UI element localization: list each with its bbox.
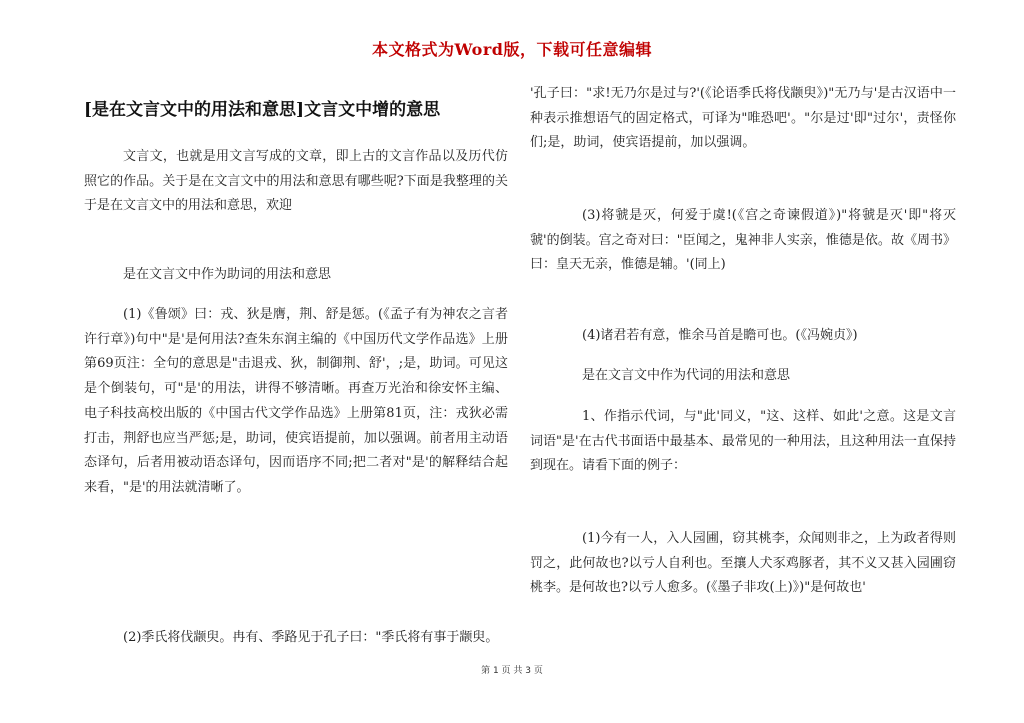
section-heading-particle: 是在文言文中作为助词的用法和意思 bbox=[123, 267, 332, 282]
document-banner: 本文格式为Word版，下载可任意编辑 bbox=[372, 40, 652, 59]
paragraph-intro: 文言文，也就是用文言写成的文章，即上古的文言作品以及历代仿照它的作品。关于是在文言文中的用法和意思有哪些呢?下面是我整理的关于是在文言文中的用法和意思，欢迎 bbox=[84, 149, 508, 214]
paragraph-example-2-continued: '孔子曰："求!无乃尔是过与?'(《论语季氏将伐颛臾》)"无乃与'是古汉语中一种表示推想语气的固定格式，可译为"唯恐吧'。"尔是过'即"过尔'，责怪你们;是，助词，使宾语提前，加以强调。 bbox=[530, 86, 956, 151]
paragraph-example-3: (3)将虢是灭，何爱于虞!(《宫之奇谏假道》)"将虢是灭'即"将灭虢'的倒装。宫之奇对曰："臣闻之，鬼神非人实亲，惟德是依。故《周书》曰：皇天无亲，惟德是辅。'(同上) bbox=[530, 208, 956, 273]
paragraph-example-4: (4)诸君若有意，惟余马首是瞻可也。(《冯婉贞》) bbox=[582, 328, 858, 343]
section-heading-pronoun: 是在文言文中作为代词的用法和意思 bbox=[582, 368, 791, 383]
document-title: [是在文言文中的用法和意思]文言文中增的意思 bbox=[84, 100, 441, 120]
paragraph-example-1: (1)《鲁颂》曰：戎、狄是膺，荆、舒是惩。(《孟子有为神农之言者许行章》)句中"是'是何用法?查朱东润主编的《中国历代文学作品选》上册第69页注：全句的意思是"击退戎、狄，制御荆、舒'，;是，助词。可见这是个倒装句，可"是'的用法，讲得不够清晰。再查万光治和徐安怀主编、电子科技高校出版的《中国古代文学作品选》上册第81页，注：戎狄必需打击，荆舒也应当严惩;是，助词，使宾语提前，加以强调。前者用主动语态译句，后者用被动语态译句，因而语序不同;把二者对"是'的解释结合起来看，"是'的用法就清晰了。 bbox=[84, 307, 508, 495]
paragraph-pronoun-example-1: (1)今有一人，入人园圃，窃其桃李，众闻则非之，上为政者得则罚之，此何故也?以亏人自利也。至攘人犬豕鸡豚者，其不义又甚入园圃窃桃李。是何故也?以亏人愈多。(《墨子非攻(上)》)"是何故也' bbox=[530, 531, 956, 596]
paragraph-example-2: (2)季氏将伐颛臾。冉有、季路见于孔子曰："季氏将有事于颛臾。 bbox=[123, 630, 499, 645]
paragraph-pronoun-usage: 1、作指示代词，与"此'同义，"这、这样、如此'之意。这是文言词语"是'在古代书面语中最基本、最常见的一种用法，且这种用法一直保持到现在。请看下面的例子： bbox=[530, 409, 956, 474]
page-footer: 第 1 页 共 3 页 bbox=[481, 666, 543, 676]
